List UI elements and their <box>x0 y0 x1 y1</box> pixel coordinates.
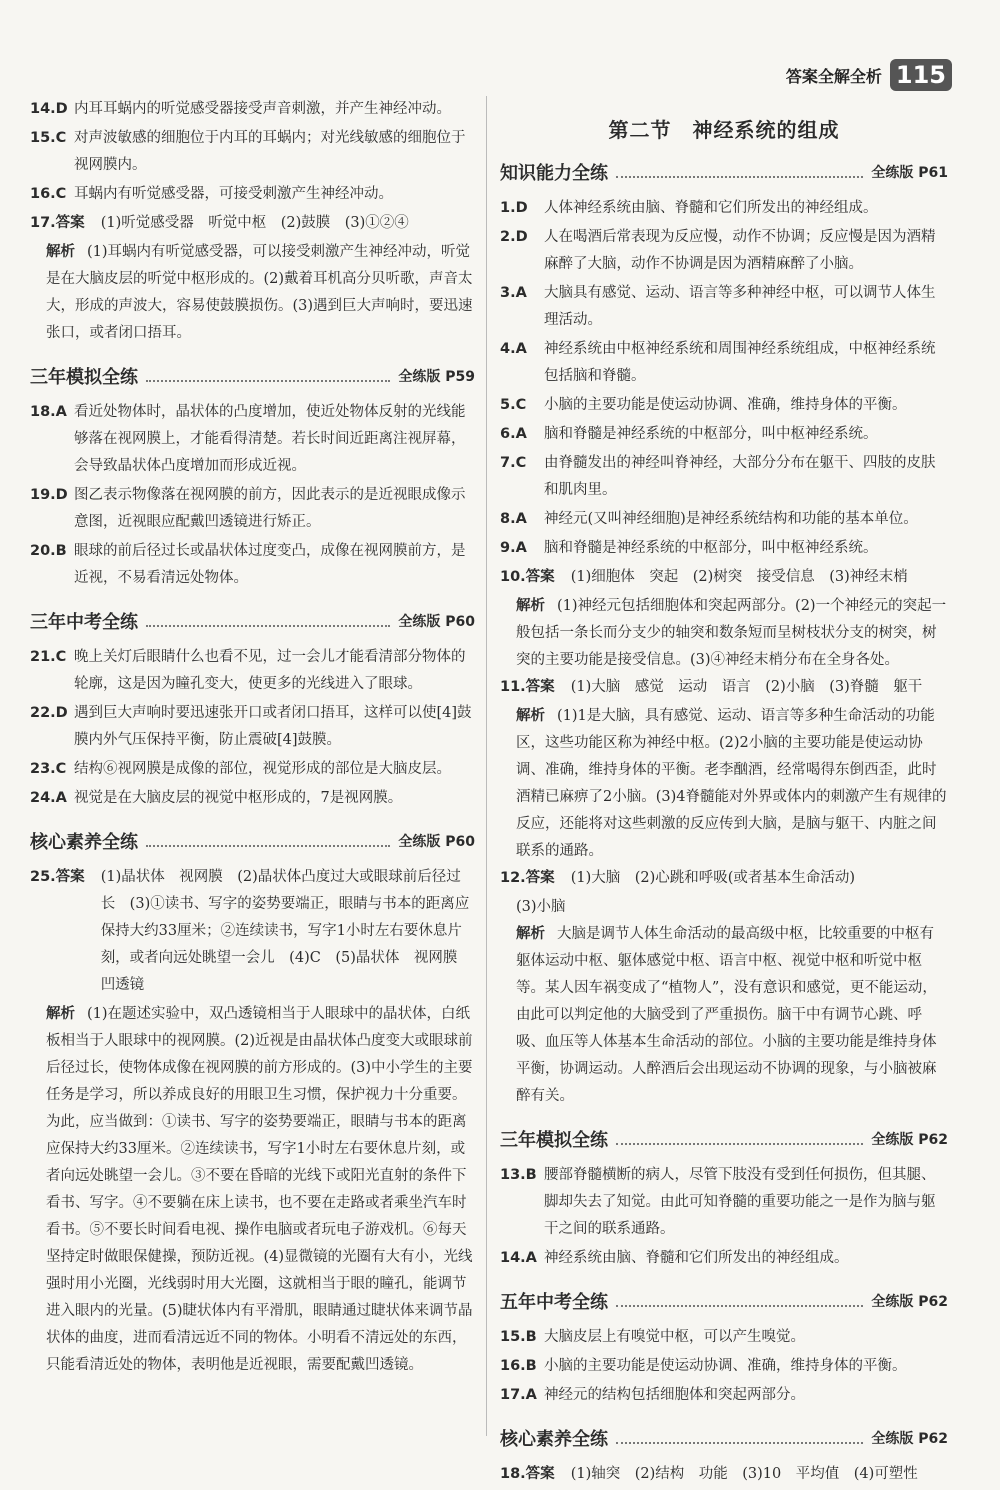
item-answer: (1)轴突 (2)结构 功能 (3)10 平均值 (4)可塑性 <box>570 1466 918 1482</box>
item-list <box>30 96 475 347</box>
answer-item <box>500 392 948 419</box>
section-ref: 全练版 P62 <box>871 1132 948 1148</box>
item-number: 25.答案 <box>30 869 85 885</box>
analysis-label: 解析 <box>46 244 75 260</box>
item-text: 神经系统由中枢神经系统和周围神经系统组成，中枢神经系统包括脑和脊髓。 <box>544 341 936 384</box>
item-text: 神经系统由脑、脊髓和它们所发出的神经组成。 <box>544 1250 849 1266</box>
answer-item <box>500 336 948 390</box>
item-answer: (1)大脑 (2)心跳和呼吸(或者基本生命活动) <box>570 870 856 886</box>
answer-item <box>500 280 948 334</box>
section-header <box>500 1288 948 1314</box>
item-number: 21.C <box>30 649 67 665</box>
answer-item <box>500 1382 948 1409</box>
item-number: 24.A <box>30 790 67 806</box>
item-text: 大脑具有感觉、运动、语言等多种神经中枢，可以调节人体生理活动。 <box>544 285 936 328</box>
item-text: 由脊髓发出的神经叫脊神经，大部分分布在躯干、四肢的皮肤和肌肉里。 <box>544 455 936 498</box>
chapter-title: 第二节 神经系统的组成 <box>608 118 840 142</box>
answer-item <box>30 96 475 123</box>
analysis-text: (1)1是大脑，具有感觉、运动、语言等多种生命活动的功能区，这些功能区称为神经中枢。(2)2小脑的主要功能是使运动协调、准确，维持身体的平衡。老李酗酒，经常喝得东倒西歪，此时酒精已麻痹了2小脑。(3)4脊髓能对外界或体内的刺激产生有规律的反应，还能将对这些刺激的反应传到大脑，是脑与躯干、内脏之间联系的通路。 <box>516 708 947 859</box>
answer-item <box>500 564 948 591</box>
item-text: 结构⑥视网膜是成像的部位，视觉形成的部位是大脑皮层。 <box>74 761 451 777</box>
item-number: 14.A <box>500 1250 537 1266</box>
analysis <box>30 1001 475 1379</box>
section-title: 核心素养全练 <box>30 832 138 853</box>
item-number: 19.D <box>30 487 68 503</box>
analysis <box>30 239 475 347</box>
answer-item <box>500 224 948 278</box>
page-header <box>786 58 952 92</box>
section-title: 三年中考全练 <box>30 612 138 633</box>
section-title: 三年模拟全练 <box>500 1130 608 1151</box>
item-number: 16.C <box>30 186 67 202</box>
answer-item <box>500 506 948 533</box>
item-text: 神经元(又叫神经细胞)是神经系统结构和功能的基本单位。 <box>544 511 918 527</box>
item-text: 看近处物体时，晶状体的凸度增加，使近处物体反射的光线能够落在视网膜上，才能看得清楚。若长时间近距离注视屏幕，会导致晶状体凸度增加而形成近视。 <box>74 404 466 474</box>
analysis <box>500 593 948 674</box>
answer-item <box>30 756 475 783</box>
item-number: 11.答案 <box>500 679 555 695</box>
section-title: 核心素养全练 <box>500 1429 608 1450</box>
item-number: 17.A <box>500 1387 537 1403</box>
dotted-leader <box>616 1432 863 1444</box>
answer-item <box>30 125 475 179</box>
answer-item <box>30 482 475 536</box>
answer-item <box>500 865 948 892</box>
answer-item <box>500 535 948 562</box>
item-text: 小脑的主要功能是使运动协调、准确，维持身体的平衡。 <box>544 397 907 413</box>
answer-item <box>500 1162 948 1243</box>
item-number: 10.答案 <box>500 569 555 585</box>
item-text: 图乙表示物像落在视网膜的前方，因此表示的是近视眼成像示意图，近视眼应配戴凹透镜进行矫正。 <box>74 487 466 530</box>
answer-item <box>500 1245 948 1272</box>
section-ref: 全练版 P61 <box>871 165 948 181</box>
dotted-leader <box>146 615 390 627</box>
item-number: 9.A <box>500 540 527 556</box>
item-text: 小脑的主要功能是使运动协调、准确，维持身体的平衡。 <box>544 1358 907 1374</box>
section-title: 五年中考全练 <box>500 1292 608 1313</box>
item-text: 脑和脊髓是神经系统的中枢部分，叫中枢神经系统。 <box>544 426 878 442</box>
right-column <box>500 96 948 1490</box>
section-header <box>30 363 475 389</box>
item-answer: (1)听觉感受器 听觉中枢 (2)鼓膜 (3)①②④ <box>100 215 409 231</box>
analysis-label: 解析 <box>516 926 545 942</box>
answer-item <box>30 210 475 237</box>
answer-item <box>500 1461 948 1488</box>
dotted-leader <box>146 835 390 847</box>
item-number: 15.B <box>500 1329 537 1345</box>
analysis-label: 解析 <box>516 598 545 614</box>
analysis-text: (1)神经元包括细胞体和突起两部分。(2)一个神经元的突起一般包括一条长而分支少的轴突和数条短而呈树枝状分支的树突，树突的主要功能是接受信息。(3)④神经末梢分布在全身各处。 <box>516 598 947 668</box>
item-answer: (1)细胞体 突起 (2)树突 接受信息 (3)神经末梢 <box>570 569 908 585</box>
item-number: 18.A <box>30 404 67 420</box>
item-text: 腰部脊髓横断的病人，尽管下肢没有受到任何损伤，但其腿、脚却失去了知觉。由此可知脊髓的重要功能之一是作为脑与躯干之间的联系通路。 <box>544 1167 936 1237</box>
analysis-text: 大脑是调节人体生命活动的最高级中枢，比较重要的中枢有躯体运动中枢、躯体感觉中枢、语言中枢、视觉中枢和听觉中枢等。某人因车祸变成了“植物人”，没有意识和感觉，更不能运动，由此可以判定他的大脑受到了严重损伤。脑干中有调节心跳、呼吸、血压等人体基本生命活动的部位。小脑的主要功能是维持身体平衡，协调运动。人醉酒后会出现运动不协调的现象，与小脑被麻醉有关。 <box>516 926 937 1104</box>
answer-item <box>500 195 948 222</box>
section-ref: 全练版 P60 <box>398 614 475 630</box>
answer-item <box>500 450 948 504</box>
answer-item <box>30 644 475 698</box>
section-header <box>30 608 475 634</box>
item-number: 20.B <box>30 543 67 559</box>
answer-item <box>500 1353 948 1380</box>
answer-item <box>500 1324 948 1351</box>
section-header <box>500 1425 948 1451</box>
section-header <box>30 828 475 854</box>
answer-item <box>30 785 475 812</box>
dotted-leader <box>616 1133 863 1145</box>
dotted-leader <box>616 166 863 178</box>
item-text: 视觉是在大脑皮层的视觉中枢形成的，7是视网膜。 <box>74 790 403 806</box>
analysis <box>500 921 948 1110</box>
analysis-text: (1)在题述实验中，双凸透镜相当于人眼球中的晶状体，白纸板相当于人眼球中的视网膜。(2)近视是由晶状体凸度变大或眼球前后径过长，使物体成像在视网膜的前方形成的。(3)中小学生的主要任务是学习，所以养成良好的用眼卫生习惯，保护视力十分重要。为此，应当做到：①读书、写字的姿势要端正，眼睛与书本的距离应保持大约33厘米。②连续读书，写字1小时左右要休息片刻，或者向远处眺望一会儿。③不要在昏暗的光线下或阳光直射的条件下看书、写字。④不要躺在床上读书，也不要在走路或者乘坐汽车时看书。⑤不要长时间看电视、操作电脑或者玩电子游戏机。⑥每天坚持定时做眼保健操，预防近视。(4)显微镜的光圈有大有小，光线强时用小光圈，光线弱时用大光圈，这就相当于眼的瞳孔，能调节进入眼内的光量。(5)睫状体内有平滑肌，眼睛通过睫状体来调节晶状体的曲度，进而看清远近不同的物体。小明看不清远处的东西，只能看清近处的物体，表明他是近视眼，需要配戴凹透镜。 <box>46 1006 473 1373</box>
item-text: 人体神经系统由脑、脊髓和它们所发出的神经组成。 <box>544 200 878 216</box>
answer-item <box>30 538 475 592</box>
item-number: 23.C <box>30 761 67 777</box>
item-number: 6.A <box>500 426 527 442</box>
item-number: 1.D <box>500 200 528 216</box>
item-text: 对声波敏感的细胞位于内耳的耳蜗内；对光线敏感的细胞位于视网膜内。 <box>74 130 466 173</box>
left-column <box>30 96 475 1379</box>
item-number: 4.A <box>500 341 527 357</box>
item-text: 脑和脊髓是神经系统的中枢部分，叫中枢神经系统。 <box>544 540 878 556</box>
page-number: 115 <box>890 59 952 91</box>
section-ref: 全练版 P59 <box>398 369 475 385</box>
answer-item <box>30 181 475 208</box>
item-number: 8.A <box>500 511 527 527</box>
header-title: 答案全解全析 <box>785 66 882 86</box>
answer-item <box>30 864 475 999</box>
item-number: 14.D <box>30 101 68 117</box>
item-number: 18.答案 <box>500 1466 555 1482</box>
item-text: 遇到巨大声响时要迅速张开口或者闭口捂耳，这样可以使[4]鼓膜内外气压保持平衡，防止震破[4]鼓膜。 <box>74 705 472 748</box>
section-header <box>500 1126 948 1152</box>
section-title: 三年模拟全练 <box>30 367 138 388</box>
item-text: 耳蜗内有听觉感受器，可接受刺激产生神经冲动。 <box>74 186 393 202</box>
analysis <box>500 703 948 865</box>
dotted-leader <box>146 370 390 382</box>
item-text: 晚上关灯后眼睛什么也看不见，过一会儿才能看清部分物体的轮廓，这是因为瞳孔变大，使更多的光线进入了眼球。 <box>74 649 466 692</box>
answer-item <box>30 700 475 754</box>
answer-item <box>500 674 948 701</box>
analysis-label: 解析 <box>46 1006 75 1022</box>
item-number: 12.答案 <box>500 870 555 886</box>
item-number: 5.C <box>500 397 527 413</box>
answer-continued: (3)小脑 <box>516 899 566 915</box>
item-text: 人在喝酒后常表现为反应慢，动作不协调；反应慢是因为酒精麻醉了大脑，动作不协调是因为酒精麻醉了小脑。 <box>544 229 936 272</box>
item-number: 16.B <box>500 1358 537 1374</box>
section-title: 知识能力全练 <box>500 163 608 184</box>
answer-item <box>30 399 475 480</box>
item-number: 2.D <box>500 229 528 245</box>
item-text: 神经元的结构包括细胞体和突起两部分。 <box>544 1387 805 1403</box>
column-divider <box>486 96 487 1436</box>
dotted-leader <box>616 1295 863 1307</box>
item-answer: (1)晶状体 视网膜 (2)晶状体凸度过大或眼球前后径过长 (3)①读书、写字的姿势要端正，眼睛与书本的距离应保持大约33厘米；②连续读书，写字1小时左右要休息片刻，或者向远处眺望一会儿 (4)C (5)晶状体 视网膜 凹透镜 <box>100 869 472 993</box>
item-number: 22.D <box>30 705 68 721</box>
item-number: 15.C <box>30 130 67 146</box>
item-number: 7.C <box>500 455 527 471</box>
item-number: 3.A <box>500 285 527 301</box>
item-text: 眼球的前后径过长或晶状体过度变凸，成像在视网膜前方，是近视，不易看清远处物体。 <box>74 543 466 586</box>
section-ref: 全练版 P62 <box>871 1431 948 1447</box>
analysis-label: 解析 <box>516 708 545 724</box>
item-text: 内耳耳蜗内的听觉感受器接受声音刺激，并产生神经冲动。 <box>74 101 451 117</box>
section-header <box>500 159 948 185</box>
section-ref: 全练版 P62 <box>871 1294 948 1310</box>
item-number: 13.B <box>500 1167 537 1183</box>
section-ref: 全练版 P60 <box>398 834 475 850</box>
item-answer: (1)大脑 感觉 运动 语言 (2)小脑 (3)脊髓 躯干 <box>570 679 923 695</box>
item-text: 大脑皮层上有嗅觉中枢，可以产生嗅觉。 <box>544 1329 805 1345</box>
answer-item <box>500 421 948 448</box>
item-number: 17.答案 <box>30 215 85 231</box>
analysis-text: (1)耳蜗内有听觉感受器，可以接受刺激产生神经冲动，听觉是在大脑皮层的听觉中枢形成的。(2)戴着耳机高分贝听歌，声音太大，形成的声波大，容易使鼓膜损伤。(3)遇到巨大声响时，要迅速张口，或者闭口捂耳。 <box>46 244 473 341</box>
